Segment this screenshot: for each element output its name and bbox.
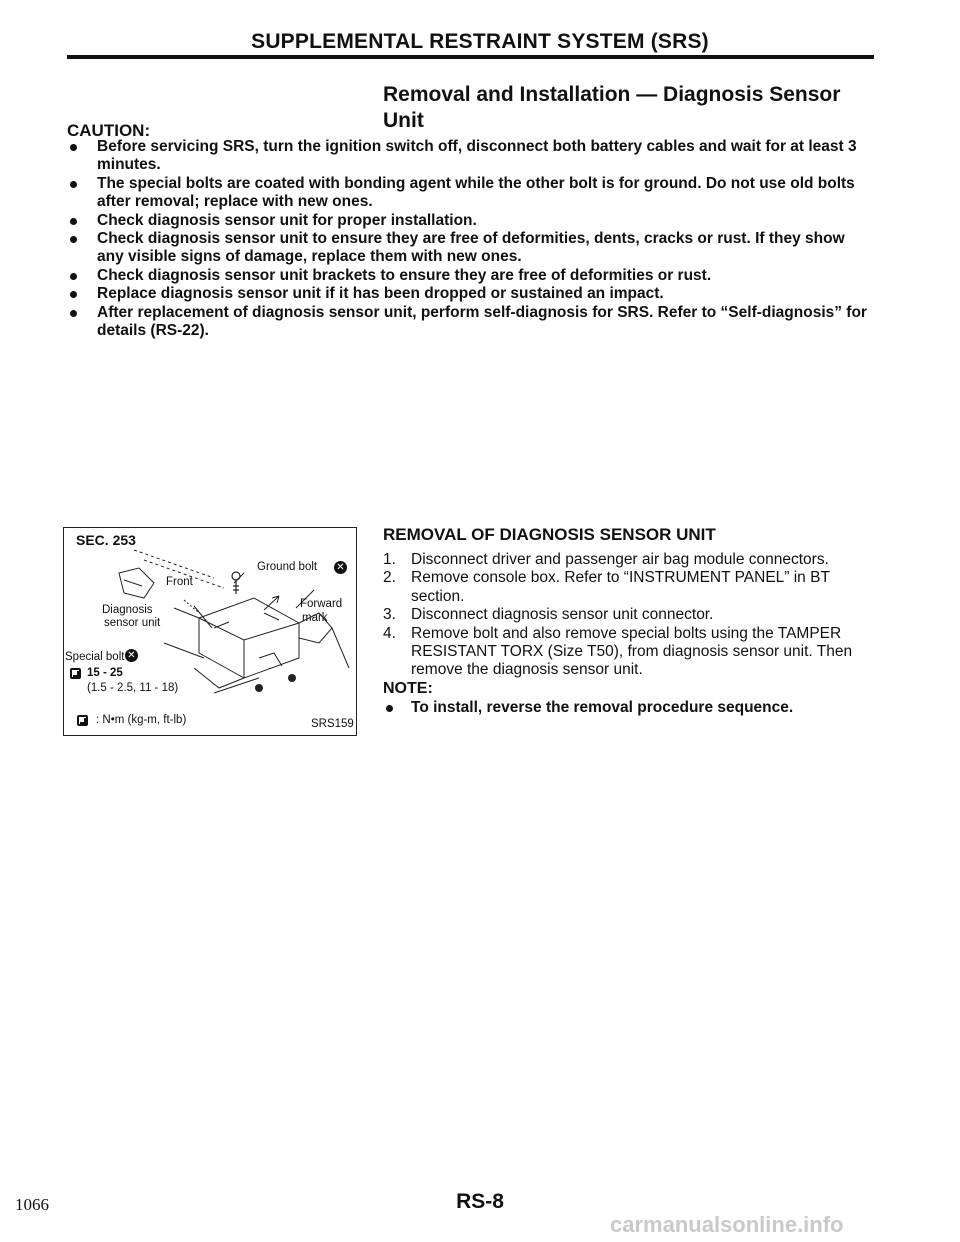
ground-bolt-label: Ground bolt <box>257 561 318 573</box>
caution-item: After replacement of diagnosis sensor unit, perform self-diagnosis for SRS. Refer to “Self-diagnosis” for details (RS-22). <box>67 304 873 341</box>
procedure-step: 3. Disconnect diagnosis sensor unit connector. <box>383 606 714 624</box>
section-page-number: RS-8 <box>456 1190 504 1213</box>
bullet-icon <box>70 310 77 317</box>
caution-item: Before servicing SRS, turn the ignition switch off, disconnect both battery cables and wait for at least 3 minutes. <box>67 138 873 175</box>
special-bolt-label: Special bolt <box>65 651 125 663</box>
bullet-icon <box>70 236 77 243</box>
figure-code: SRS159 <box>311 718 354 730</box>
section-title-line2: Unit <box>383 109 424 132</box>
caution-item: Replace diagnosis sensor unit if it has been dropped or sustained an impact. <box>67 285 873 303</box>
section-title <box>383 82 883 134</box>
section-title-line1: Removal and Installation — Diagnosis Sensor <box>383 83 841 106</box>
non-reusable-bolt-icon: ✕ <box>334 561 347 574</box>
bullet-icon <box>70 181 77 188</box>
note-item: To install, reverse the removal procedure sequence. <box>383 699 793 717</box>
non-reusable-bolt-icon: ✕ <box>125 649 138 662</box>
caution-item: Check diagnosis sensor unit brackets to ensure they are free of deformities or rust. <box>67 267 873 285</box>
diagnosis-label: Diagnosis <box>102 604 153 616</box>
caution-item: Check diagnosis sensor unit to ensure they are free of deformities, dents, cracks or rust. If they show any visible signs of damage, replace them with new ones. <box>67 230 873 267</box>
bullet-icon <box>70 144 77 151</box>
torque-legend: : N•m (kg-m, ft-lb) <box>96 714 187 726</box>
bullet-icon <box>70 291 77 298</box>
figure-section-label: SEC. 253 <box>76 532 136 548</box>
header-rule <box>67 55 874 59</box>
bullet-icon <box>70 218 77 225</box>
procedure-heading: REMOVAL OF DIAGNOSIS SENSOR UNIT <box>383 525 716 544</box>
caution-list <box>67 138 873 340</box>
torque-value: 15 - 25 <box>87 667 123 679</box>
bullet-icon <box>386 705 393 712</box>
sensor-unit-label: sensor unit <box>104 617 161 629</box>
watermark: carmanualsonline.info <box>610 1212 844 1237</box>
sensor-unit-illustration <box>64 528 356 735</box>
torque-wrench-icon <box>70 668 81 679</box>
mark-label: mark <box>302 612 328 624</box>
caution-item: The special bolts are coated with bonding agent while the other bolt is for ground. Do not use old bolts after removal; replace with new ones. <box>67 175 873 212</box>
note-heading: NOTE: <box>383 680 433 697</box>
procedure-step: 2. Remove console box. Refer to “INSTRUMENT PANEL” in BT section. <box>383 569 830 605</box>
caution-item: Check diagnosis sensor unit for proper installation. <box>67 212 873 230</box>
procedure-step: 4. Remove bolt and also remove special bolts using the TAMPER RESISTANT TORX (Size T50), from diagnosis sensor unit. Then remove the diagnosis sensor unit. <box>383 624 853 679</box>
caution-heading: CAUTION: <box>67 121 151 140</box>
forward-label: Forward <box>300 598 343 610</box>
page-header-title: SUPPLEMENTAL RESTRAINT SYSTEM (SRS) <box>251 30 709 53</box>
torque-alt-value: (1.5 - 2.5, 11 - 18) <box>87 682 179 694</box>
procedure-steps <box>383 551 883 680</box>
page-number: 1066 <box>15 1195 49 1214</box>
bullet-icon <box>70 273 77 280</box>
procedure-step: 1. Disconnect driver and passenger air bag module connectors. <box>383 551 829 568</box>
diagnosis-sensor-figure <box>63 527 357 736</box>
torque-wrench-icon <box>77 715 88 726</box>
front-label: Front <box>166 576 193 588</box>
